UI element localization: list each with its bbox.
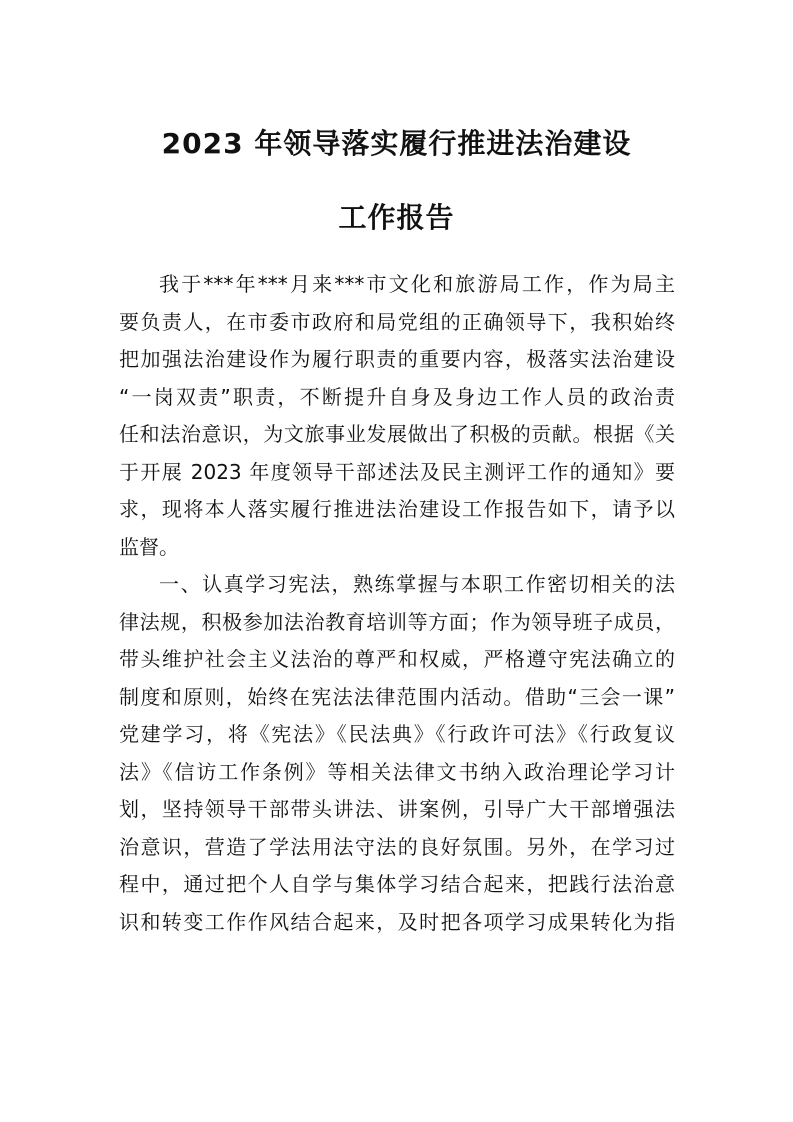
- paragraph-line: “一岗双责”职责，不断提升自身及身边工作人员的政治责: [119, 384, 675, 409]
- paragraph-line: 把加强法治建设作为履行职责的重要内容，极落实法治建设: [119, 347, 675, 371]
- paragraph-line: 带头维护社会主义法治的尊严和权威，严格遵守宪法确立的: [119, 647, 675, 671]
- paragraph-line: 治意识，营造了学法用法守法的良好氛围。另外，在学习过: [119, 834, 675, 859]
- paragraph-line: 一、认真学习宪法，熟练掌握与本职工作密切相关的法: [159, 572, 675, 596]
- paragraph-line: 法》《信访工作条例》等相关法律文书纳入政治理论学习计: [119, 759, 675, 784]
- report-title-line-1: 2023 年领导落实履行推进法治建设: [161, 127, 632, 160]
- paragraph-line: 求，现将本人落实履行推进法治建设工作报告如下，请予以: [119, 497, 675, 521]
- paragraph-section-one: [119, 566, 675, 941]
- paragraph-line: 党建学习，将《宪法》《民法典》《行政许可法》《行政复议: [119, 722, 675, 746]
- paragraph-line: 程中，通过把个人自学与集体学习结合起来，把践行法治意: [119, 872, 675, 896]
- paragraph-line: 律法规，积极参加法治教育培训等方面；作为领导班子成员，: [119, 609, 675, 634]
- paragraph-line: 划，坚持领导干部带头讲法、讲案例，引导广大干部增强法: [119, 797, 675, 821]
- report-body: [119, 266, 675, 941]
- paragraph-intro: [119, 266, 675, 566]
- paragraph-line: 要负责人，在市委市政府和局党组的正确领导下，我积始终: [119, 309, 675, 334]
- report-title-line-2: 工作报告: [338, 201, 455, 234]
- paragraph-line: 制度和原则，始终在宪法法律范围内活动。借助“三会一课”: [119, 684, 675, 709]
- paragraph-line: 监督。: [119, 534, 179, 559]
- paragraph-line: 于开展 2023 年度领导干部述法及民主测评工作的通知》要: [119, 459, 675, 484]
- paragraph-line: 任和法治意识，为文旅事业发展做出了积极的贡献。根据《关: [119, 422, 675, 446]
- paragraph-line: 识和转变工作作风结合起来，及时把各项学习成果转化为指: [119, 909, 675, 934]
- paragraph-line: 我于***年***月来***市文化和旅游局工作，作为局主: [159, 272, 675, 296]
